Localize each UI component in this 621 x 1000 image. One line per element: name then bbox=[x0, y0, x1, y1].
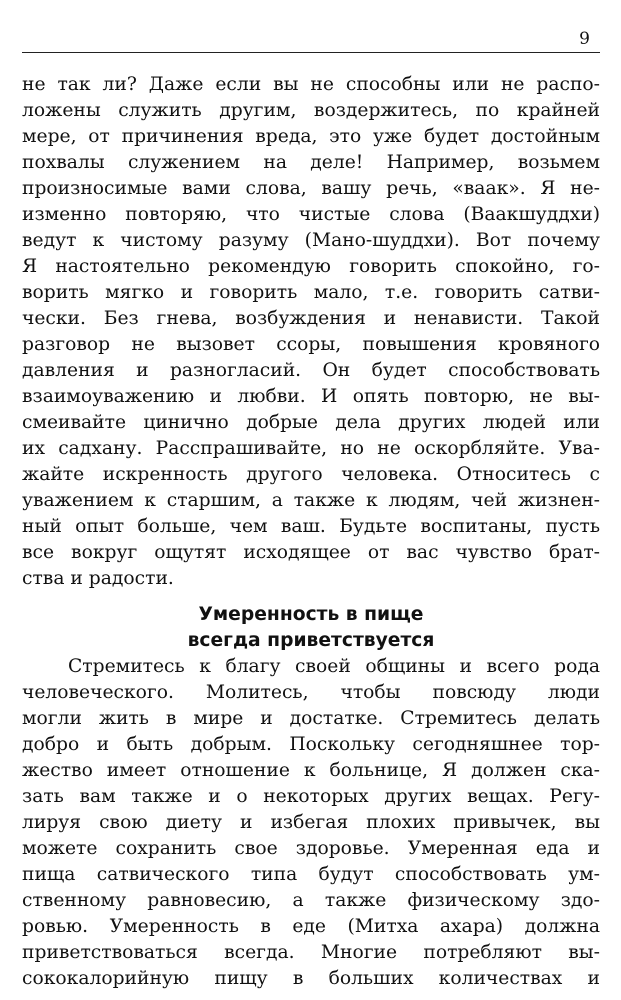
text-line: давления и разногласий. Он будет способствовать bbox=[22, 360, 600, 381]
text-line: добро и быть добрым. Поскольку сегодняшнее тор- bbox=[22, 734, 600, 755]
text-line: пища сатвического типа будут способствовать ум- bbox=[22, 864, 600, 885]
page-number: 9 bbox=[579, 29, 590, 49]
text-line: взаимоуважению и любви. И опять повторю, не вы- bbox=[22, 386, 600, 407]
text-line: сококалорийную пищу в больших количествах и bbox=[22, 968, 600, 989]
text-line: произносимые вами слова, вашу речь, «ваак». Я не- bbox=[22, 178, 600, 199]
section-heading bbox=[22, 602, 600, 654]
text-line: разговор не вызовет ссоры, повышения кровяного bbox=[22, 334, 600, 355]
text-line: ственному равновесию, а также физическому здо- bbox=[22, 890, 600, 911]
text-line: похвалы служением на деле! Например, возьмем bbox=[22, 152, 600, 173]
paragraph-1 bbox=[22, 72, 600, 592]
text-line: могли жить в мире и достатке. Стремитесь делать bbox=[22, 708, 600, 729]
text-line: ровью. Умеренность в еде (Митха ахара) должна bbox=[22, 916, 600, 937]
text-line: ворить мягко и говорить мало, т.е. говорить сатви- bbox=[22, 282, 600, 303]
body-text bbox=[22, 72, 600, 992]
text-line: Стремитесь к благу своей общины и всего рода bbox=[68, 656, 600, 677]
text-line: Я настоятельно рекомендую говорить спокойно, го- bbox=[22, 256, 600, 277]
text-line: ложены служить другим, воздержитесь, по крайней bbox=[22, 100, 600, 121]
text-line: уважением к старшим, а также к людям, чей жизнен- bbox=[22, 490, 600, 511]
text-line: лируя свою диету и избегая плохих привычек, вы bbox=[22, 812, 600, 833]
header-rule bbox=[22, 52, 600, 53]
text-line: приветствоваться всегда. Многие потребляют вы- bbox=[22, 942, 600, 963]
text-line: ный опыт больше, чем ваш. Будьте воспитаны, пусть bbox=[22, 516, 600, 537]
text-line: можете сохранить свое здоровье. Умеренная еда и bbox=[22, 838, 600, 859]
text-line: жество имеет отношение к больнице, Я должен ска- bbox=[22, 760, 600, 781]
text-line: изменно повторяю, что чистые слова (Ваакшуддхи) bbox=[22, 204, 600, 225]
text-line: все вокруг ощутят исходящее от вас чувство брат- bbox=[22, 542, 600, 563]
book-page bbox=[22, 0, 600, 1000]
text-line: ведут к чистому разуму (Мано-шуддхи). Вот почему bbox=[22, 230, 600, 251]
text-line: смеивайте цинично добрые дела других людей или bbox=[22, 412, 600, 433]
text-line: чески. Без гнева, возбуждения и ненависти. Такой bbox=[22, 308, 600, 329]
text-line: мере, от причинения вреда, это уже будет достойным bbox=[22, 126, 600, 147]
text-line: ства и радости. bbox=[22, 568, 174, 589]
text-line: человеческого. Молитесь, чтобы повсюду люди bbox=[22, 682, 600, 703]
text-line: не так ли? Даже если вы не способны или не распо- bbox=[22, 74, 600, 95]
section-heading-line-1: Умеренность в пище bbox=[198, 604, 424, 625]
text-line: зать вам также и о некоторых других вещах. Регу- bbox=[22, 786, 600, 807]
text-line: жайте искренность другого человека. Относитесь с bbox=[22, 464, 600, 485]
text-line: их садхану. Расспрашивайте, но не оскорбляйте. Ува- bbox=[22, 438, 600, 459]
section-heading-line-2: всегда приветствуется bbox=[187, 630, 435, 651]
paragraph-2 bbox=[22, 654, 600, 992]
